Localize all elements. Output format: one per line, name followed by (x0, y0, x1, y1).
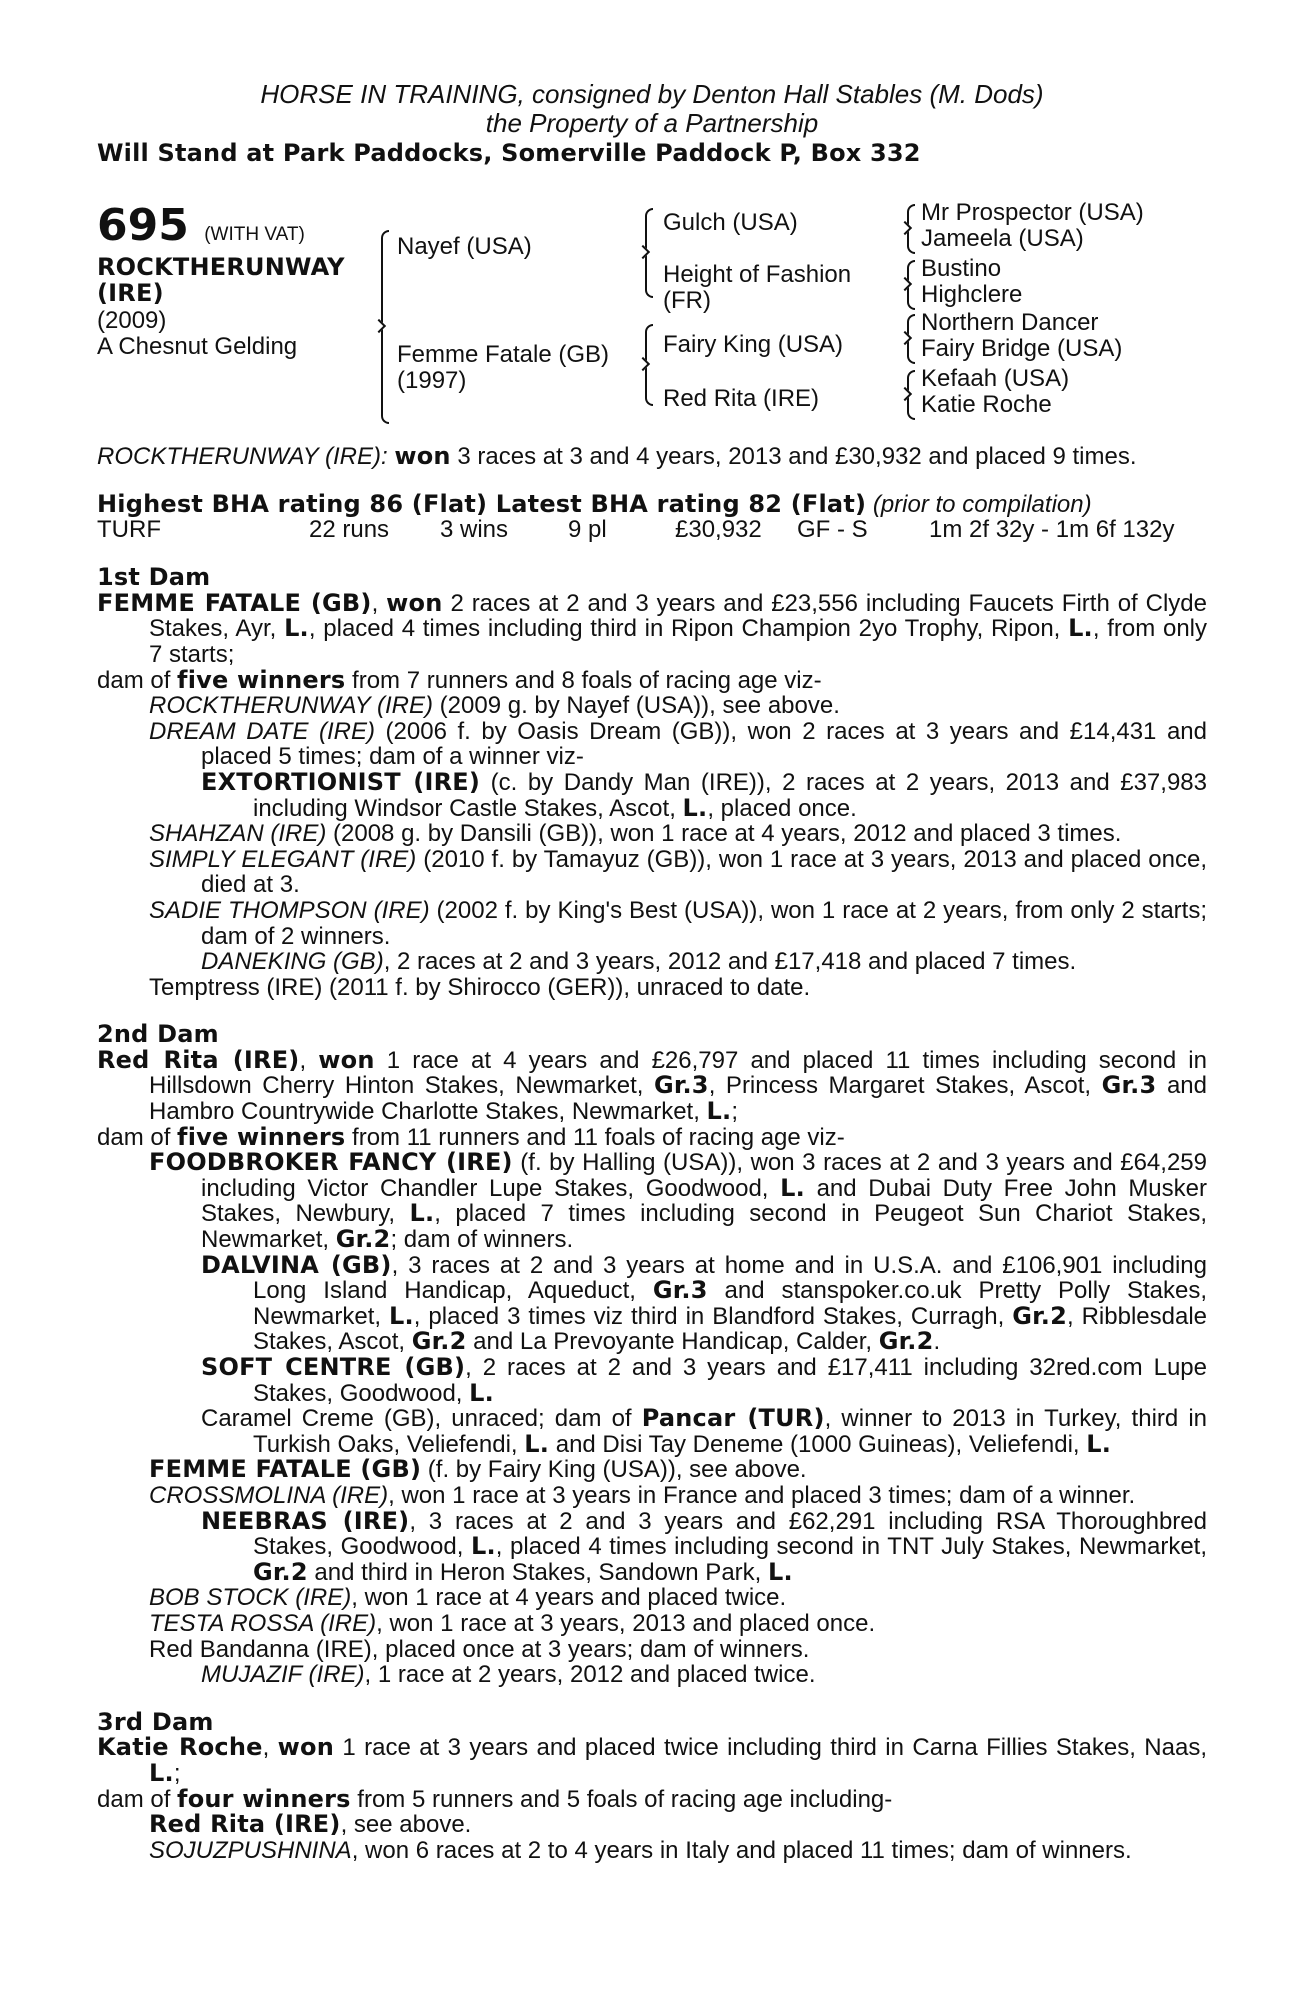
pedigree-brace-7 (907, 370, 915, 420)
dam-dam: Red Rita (IRE) (663, 385, 820, 412)
dam: Femme Fatale (GB) (397, 341, 610, 368)
pedigree-brace-1 (381, 230, 389, 424)
pedigree-brace-5 (907, 260, 915, 310)
sire-sire: Gulch (USA) (663, 209, 798, 236)
rating-note: (prior to compilation) (866, 490, 1092, 518)
dam-sire: Fairy King (USA) (663, 331, 844, 358)
grandsire-3: Northern Dancer (921, 309, 1099, 336)
turf-stats: TURF 22 runs 3 wins 9 pl £30,932 GF - S 1m 2f 32y - 1m 6f 132y (97, 516, 1175, 544)
location-line: Will Stand at Park Paddocks, Somerville Paddock P, Box 332 (97, 139, 921, 167)
pedigree-brace-6 (907, 314, 915, 364)
granddam-4: Katie Roche (921, 391, 1052, 418)
third-dam-heading: 3rd Dam (97, 1707, 214, 1736)
foaling-year: (2009) (97, 307, 167, 334)
sire-dam: Height of Fashion (663, 261, 852, 288)
second-dam-heading: 2nd Dam (97, 1020, 219, 1049)
horse-name-country: (IRE) (97, 279, 164, 307)
pedigree-brace-4 (907, 204, 915, 254)
horse-description: A Chesnut Gelding (97, 333, 298, 360)
race-summary: ROCKTHERUNWAY (IRE): won 3 races at 3 and 4 years, 2013 and £30,932 and placed 9 times. (97, 442, 1137, 470)
dam-year: (1997) (397, 367, 467, 394)
granddam-3: Fairy Bridge (USA) (921, 335, 1123, 362)
grandsire-4: Kefaah (USA) (921, 365, 1070, 392)
horse-name: ROCKTHERUNWAY (97, 253, 345, 281)
property-line: the Property of a Partnership (485, 108, 819, 138)
vat-note: (WITH VAT) (204, 224, 305, 245)
consignor-line: HORSE IN TRAINING, consigned by Denton Hall Stables (M. Dods) (260, 79, 1044, 109)
granddam-2: Highclere (921, 281, 1023, 308)
pedigree-brace-3 (645, 324, 653, 406)
granddam-1: Jameela (USA) (921, 225, 1084, 252)
catalogue-page (97, 80, 1207, 1863)
rating-section (97, 489, 1207, 544)
third-dam-section: 3rd Dam Katie Roche, won 1 race at 3 years and placed twice including third in Carna Fillies Stakes, Naas, L.; dam of four winners from 5 runners and 5 foals of racing age including- Red Rita (IRE), see above. SOJUZPUSHNINA, won 6 races at 2 to 4 years in Italy and placed 11 times; dam of winners. (97, 1707, 1207, 1864)
rating-line: Highest BHA rating 86 (Flat) Latest BHA rating 82 (Flat) (97, 489, 867, 518)
second-dam-section: 2nd Dam Red Rita (IRE), won 1 race at 4 years and £26,797 and placed 11 times including second in Hillsdown Cherry Hinton Stakes, Newmarket, Gr.3, Princess Margaret Stakes, Ascot, Gr.3 and Hambro Countrywide Charlotte Stakes, Newmarket, L.; dam of five winners from 11 runners and 11 foals of racing age viz- FOODBROKER FANCY (IRE) (f. by Halling (USA)), won 3 races at 2 and 3 years and £64,259 including Victor Chandler Lupe Stakes, Goodwood, L. and Dubai Duty Free John Musker Stakes, Newbury, L., placed 7 times including second in Peugeot Sun Chariot Stakes, Newmarket, Gr.2; dam of winners. DALVINA (GB), 3 races at 2 and 3 years at home and in U.S.A. and £106,901 including Long Island Handicap, Aqueduct, Gr.3 and stanspoker.co.uk Pretty Polly Stakes, Newmarket, L., placed 3 times viz third in Blandford Stakes, Curragh, Gr.2, Ribblesdale Stakes, Ascot, Gr.2 and La Prevoyante Handicap, Calder, Gr.2. SOFT CENTRE (GB), 2 races at 2 and 3 years and £17,411 including 32red.com Lupe Stakes, Goodwood, L. Caramel Creme (GB), unraced; dam of Pancar (TUR), winner to 2013 in Turkey, third in Turkish Oaks, Veliefendi, L. and Disi Tay Deneme (1000 Guineas), Veliefendi, L. FEMME FATALE (GB) (f. by Fairy King (USA)), see above. CROSSMOLINA (IRE), won 1 race at 3 years in France and placed 3 times; dam of a winner. NEEBRAS (IRE), 3 races at 2 and 3 years and £62,291 including RSA Thoroughbred Stakes, Goodwood, L., placed 4 times including second in TNT July Stakes, Newmarket, Gr.2 and third in Heron Stakes, Sandown Park, L. BOB STOCK (IRE), won 1 race at 4 years and placed twice. TESTA ROSSA (IRE), won 1 race at 3 years, 2013 and placed once. Red Bandanna (IRE), placed once at 3 years; dam of winners. MUJAZIF (IRE), 1 race at 2 years, 2012 and placed twice. (97, 1020, 1208, 1689)
pedigree-table (97, 199, 1207, 444)
pedigree-brace-2 (645, 208, 653, 298)
lot-number: 695 (WITH VAT) (97, 200, 305, 251)
first-dam-section: 1st Dam FEMME FATALE (GB), won 2 races at 2 and 3 years and £23,556 including Faucets Firth of Clyde Stakes, Ayr, L., placed 4 times including third in Ripon Champion 2yo Trophy, Ripon, L., from only 7 starts; dam of five winners from 7 runners and 8 foals of racing age viz- ROCKTHERUNWAY (IRE) (2009 g. by Nayef (USA)), see above. DREAM DATE (IRE) (2006 f. by Oasis Dream (GB)), won 2 races at 3 years and £14,431 and placed 5 times; dam of a winner viz- EXTORTIONIST (IRE) (c. by Dandy Man (IRE)), 2 races at 2 years, 2013 and £37,983 including Windsor Castle Stakes, Ascot, L., placed once. SHAHZAN (IRE) (2008 g. by Dansili (GB)), won 1 race at 4 years, 2012 and placed 3 times. SIMPLY ELEGANT (IRE) (2010 f. by Tamayuz (GB)), won 1 race at 3 years, 2013 and placed once, died at 3. SADIE THOMPSON (IRE) (2002 f. by King's Best (USA)), won 1 race at 2 years, from only 2 starts; dam of 2 winners. DANEKING (GB), 2 races at 2 and 3 years, 2012 and £17,418 and placed 7 times. Temptress (IRE) (2011 f. by Shirocco (GER)), unraced to date. (97, 563, 1207, 1001)
first-dam-heading: 1st Dam (97, 563, 211, 592)
sire-dam-country: (FR) (663, 287, 711, 314)
sire: Nayef (USA) (397, 233, 532, 260)
grandsire-2: Bustino (921, 255, 1002, 282)
grandsire-1: Mr Prospector (USA) (921, 199, 1144, 226)
